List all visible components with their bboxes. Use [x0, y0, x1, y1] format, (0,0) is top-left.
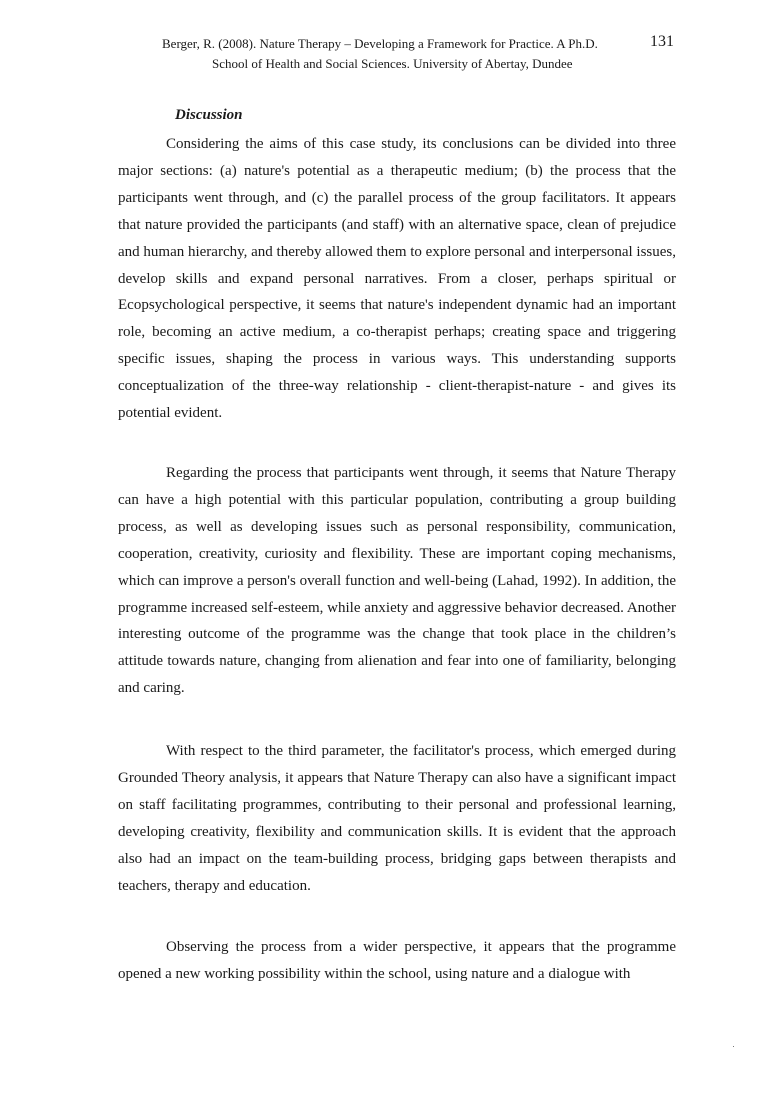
paragraph-participants-process: Regarding the process that participants went through, it seems that Nature Therapy can have a high potential with this particular population, contributing a group building process, as well as developing issues such as personal responsibility, communication, cooperation, creativity, curiosity and flexibility. These are important coping mechanisms, which can improve a person's overall function and well-being (Lahad, 1992). In addition, the programme increased self-esteem, while anxiety and aggressive behavior decreased. Another interesting outcome of the programme was the change that took place in the children’s attitude towards nature, changing from alienation and fear into one of familiarity, belonging and caring. [118, 465, 676, 697]
paragraph-wider-perspective: Observing the process from a wider perspective, it appears that the programme opened a new working possibility within the school, using nature and a dialogue with [118, 939, 676, 982]
section-heading: Discussion [175, 107, 243, 123]
paragraph-aims: Considering the aims of this case study, its conclusions can be divided into three major sections: (a) nature's potential as a therapeutic medium; (b) the process that the participants went through, and (c) the parallel process of the group facilitators. It appears that nature provided the participants (and staff) with an alternative space, clean of prejudice and human hierarchy, and thereby allowed them to explore personal and interpersonal issues, develop skills and expand personal narratives. From a closer, perhaps spiritual or Ecopsychological perspective, it seems that nature's independent dynamic had an important role, becoming an active medium, a co-therapist perhaps; creating space and triggering specific issues, shaping the process in various ways. This understanding supports conceptualization of the three-way relationship - client-therapist-nature - and gives its potential evident. [118, 136, 677, 422]
page-number: 131 [650, 33, 674, 50]
paragraph-facilitators-process: With respect to the third parameter, the facilitator's process, which emerged during Grounded Theory analysis, it appears that Nature Therapy can also have a significant impact on staff facilitating programmes, contributing to their personal and professional learning, developing creativity, flexibility and communication skills. It is evident that the approach also had an impact on the team-building process, bridging gaps between therapists and teachers, therapy and education. [118, 743, 676, 894]
header-citation: Berger, R. (2008). Nature Therapy – Developing a Framework for Practice. A Ph.D. [162, 36, 598, 51]
scan-speck [733, 1046, 734, 1047]
header-institution: School of Health and Social Sciences. University of Abertay, Dundee [212, 56, 573, 71]
